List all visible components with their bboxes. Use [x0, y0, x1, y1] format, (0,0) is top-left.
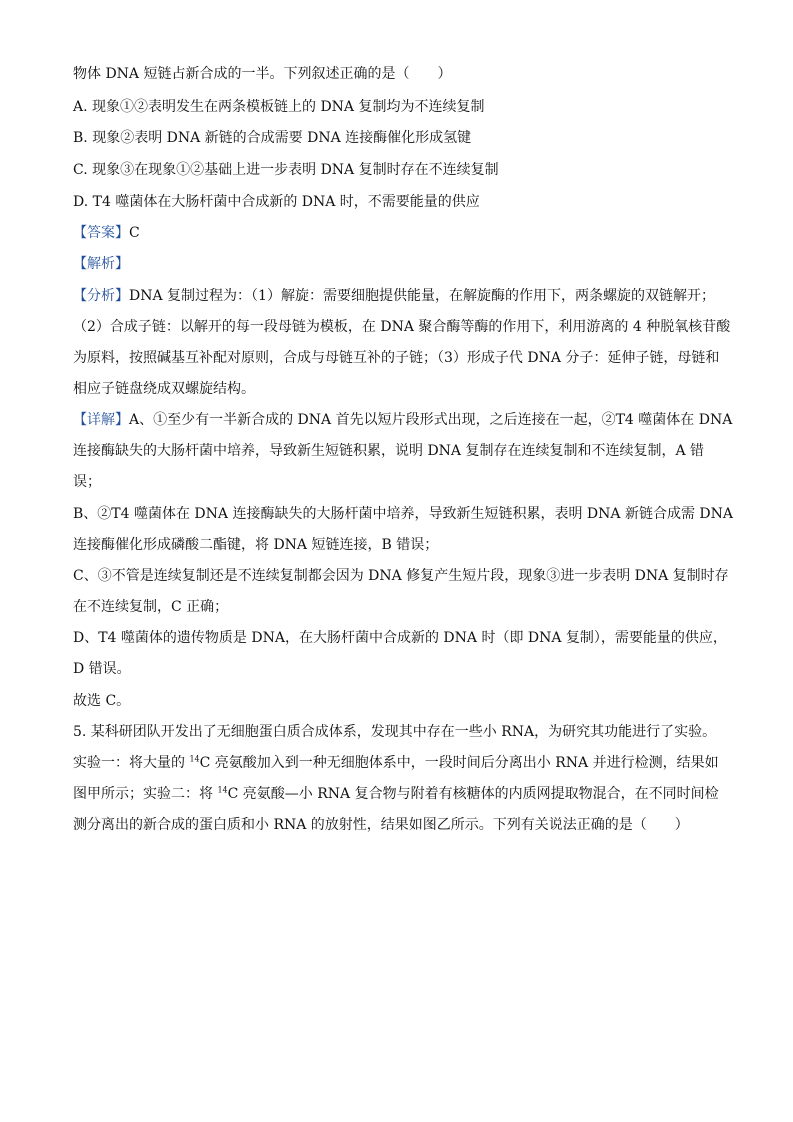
question5-line-4: 测分离出的新合成的蛋白质和小 RNA 的放射性，结果如图乙所示。下列有关说法正确的是（ ）	[73, 817, 689, 833]
xiangjie-line-5: 连接酶催化形成磷酸二酯键，将 DNA 短链连接，B 错误；	[73, 537, 439, 553]
xiangjie-line-8: D、T4 噬菌体的遗传物质是 DNA，在大肠杆菌中合成新的 DNA 时（即 DNA 复制），需要能量的供应，	[73, 630, 727, 646]
isotope-superscript-2: 14	[217, 785, 228, 795]
analysis-tag: 【解析】	[73, 256, 129, 272]
question5-line-2-post: C 亮氨酸加入到一种无细胞体系中，一段时间后分离出小 RNA 并进行检测，结果如	[199, 755, 719, 771]
xiangjie-line-4: B、②T4 噬菌体在 DNA 连接酶缺失的大肠杆菌中培养，导致新生短链积累，表明 DNA 新链合成需 DNA	[73, 506, 733, 522]
question5-line-2-pre: 实验一：将大量的	[73, 755, 190, 771]
fenxi-line-3: 为原料，按照碱基互补配对原则，合成与母链互补的子链；（3）形成子代 DNA 分子：延伸子链，母链和	[73, 350, 720, 366]
question5-line-3-pre: 图甲所示；实验二：将	[73, 786, 218, 802]
option-d: D. T4 噬菌体在大肠杆菌中合成新的 DNA 时，不需要能量的供应	[73, 194, 480, 210]
answer-tag: 【答案】	[73, 225, 129, 241]
fenxi-line-1	[73, 286, 723, 306]
answer-line	[73, 223, 723, 243]
xiangjie-line-1	[73, 410, 733, 430]
analysis-heading	[73, 254, 723, 274]
option-a: A. 现象①②表明发生在两条模板链上的 DNA 复制均为不连续复制	[73, 99, 485, 115]
option-c: C. 现象③在现象①②基础上进一步表明 DNA 复制时存在不连续复制	[73, 162, 499, 178]
question-stem-tail: 物体 DNA 短链占新合成的一半。下列叙述正确的是（ ）	[73, 66, 452, 82]
xiangjie-line-7: 在不连续复制，C 正确；	[73, 599, 229, 615]
fenxi-tag: 【分析】	[73, 288, 129, 304]
answer-value: C	[129, 225, 140, 241]
xiangjie-line-6: C、③不管是连续复制还是不连续复制都会因为 DNA 修复产生短片段，现象③进一步表明 DNA 复制时存	[73, 568, 729, 584]
isotope-superscript: 14	[189, 754, 200, 764]
xiangjie-tag: 【详解】	[73, 412, 129, 428]
xiangjie-line-2: 连接酶缺失的大肠杆菌中培养，导致新生短链积累，说明 DNA 复制存在连续复制和不连续复制，A 错	[73, 443, 705, 459]
xiangjie-line-3: 误；	[73, 474, 101, 490]
fenxi-line-4: 相应子链盘绕成双螺旋结构。	[73, 381, 255, 397]
xiangjie-text-1: A、①至少有一半新合成的 DNA 首先以短片段形式出现，之后连接在一起，②T4 噬菌体在 DNA	[129, 412, 733, 428]
fenxi-text-1: DNA 复制过程为：（1）解旋：需要细胞提供能量，在解旋酶的作用下，两条螺旋的双链解开；	[129, 288, 715, 304]
question5-line-1: 5. 某科研团队开发出了无细胞蛋白质合成体系，发现其中存在一些小 RNA，为研究其功能进行了实验。	[73, 724, 717, 740]
xiangjie-line-9: D 错误。	[73, 661, 131, 677]
conclusion-line: 故选 C。	[73, 693, 131, 709]
question5-line-2	[73, 753, 723, 773]
question5-line-3	[73, 784, 723, 804]
fenxi-line-2: （2）合成子链：以解开的每一段母链为模板，在 DNA 聚合酶等酶的作用下，利用游离的 4 种脱氧核苷酸	[73, 319, 731, 335]
question5-line-3-post: C 亮氨酸—小 RNA 复合物与附着有核糖体的内质网提取物混合，在不同时间检	[227, 786, 719, 802]
option-b: B. 现象②表明 DNA 新链的合成需要 DNA 连接酶催化形成氢键	[73, 130, 472, 146]
